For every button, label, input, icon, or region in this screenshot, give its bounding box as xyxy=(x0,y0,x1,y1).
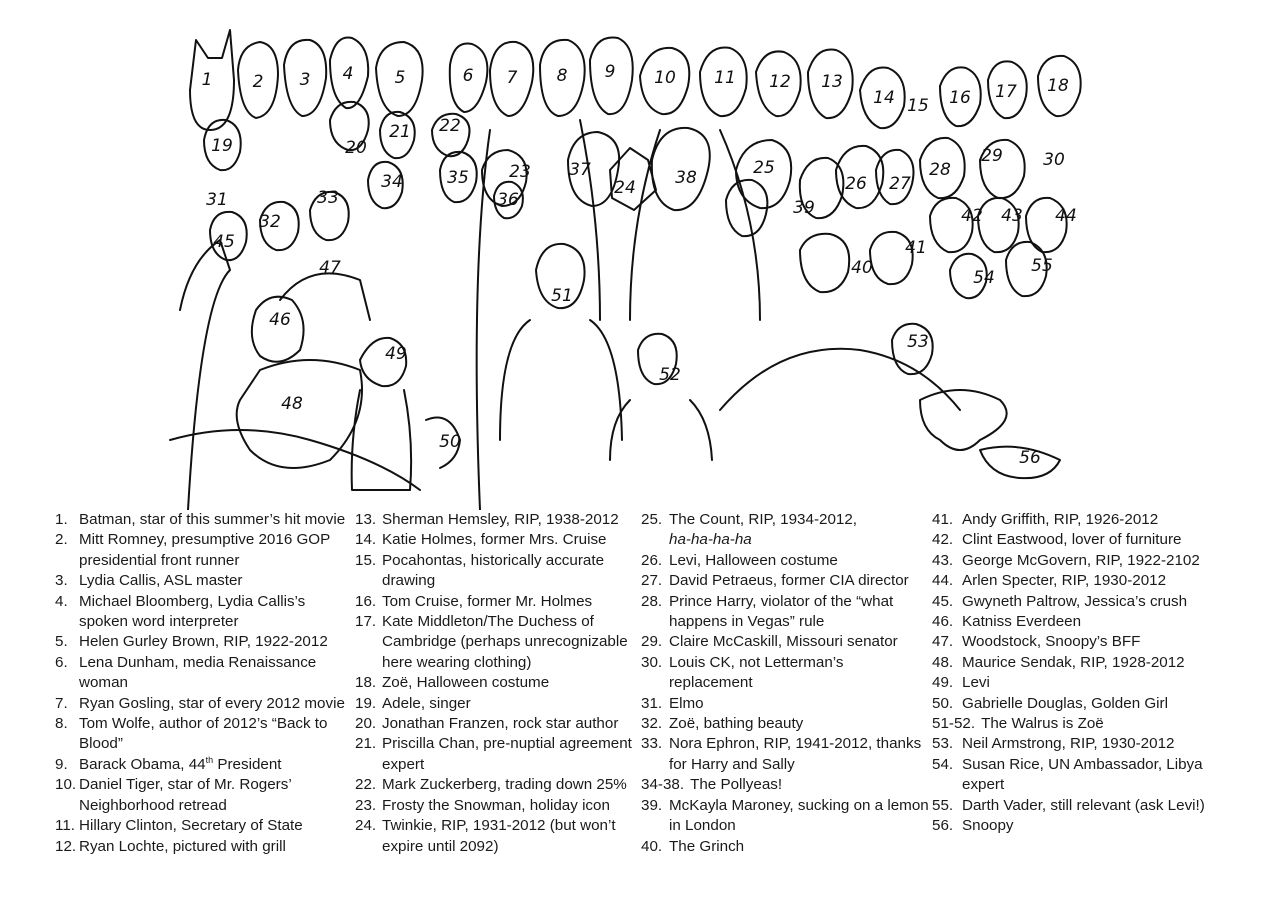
legend-number: 54. xyxy=(932,755,954,773)
legend-item xyxy=(932,551,1222,571)
figure-label: 40 xyxy=(851,258,873,278)
legend-number: 25. xyxy=(641,511,663,528)
legend-item xyxy=(355,775,643,795)
legend-item xyxy=(55,714,355,755)
figure-label: 3 xyxy=(299,70,311,90)
legend-number: 47. xyxy=(932,633,954,651)
legend-item xyxy=(641,510,929,551)
legend-item xyxy=(55,510,355,530)
figure-label: 54 xyxy=(973,268,995,288)
legend-text: Twinkie, RIP, 1931-2012 (but won’t expire until 2092) xyxy=(382,817,616,855)
figure-label: 7 xyxy=(506,68,518,88)
legend-number: 27. xyxy=(641,572,663,590)
legend-number: 4. xyxy=(55,592,68,610)
legend-item xyxy=(932,755,1222,796)
figure-label: 22 xyxy=(439,116,461,136)
figure-label: 45 xyxy=(213,232,235,252)
legend-item xyxy=(55,837,355,857)
legend-number: 28. xyxy=(641,592,663,610)
figure-label: 46 xyxy=(269,310,291,330)
legend-text-suffix: President xyxy=(213,755,282,773)
figure-label: 11 xyxy=(714,68,736,88)
figure-label: 23 xyxy=(509,162,531,182)
legend-item xyxy=(932,734,1222,754)
figure-label: 51 xyxy=(551,286,573,306)
legend-text-main: Barack Obama, 44 xyxy=(79,755,206,773)
legend-number: 55. xyxy=(932,796,954,814)
legend-number: 53. xyxy=(932,735,954,753)
legend-text: Batman, star of this summer’s hit movie xyxy=(79,511,346,528)
figure-label: 44 xyxy=(1055,206,1077,226)
figure-label: 39 xyxy=(793,198,815,218)
legend-item xyxy=(641,734,929,775)
figure-label: 5 xyxy=(394,68,406,88)
legend-text-superscript: th xyxy=(205,754,214,765)
legend-number: 50. xyxy=(932,694,954,712)
legend-number: 31. xyxy=(641,694,663,712)
legend-text: Michael Bloomberg, Lydia Callis’s spoken word interpreter xyxy=(79,592,306,631)
figure-label: 16 xyxy=(949,88,971,108)
legend-number: 22. xyxy=(355,776,377,794)
figure-label: 36 xyxy=(497,190,519,210)
legend-item xyxy=(55,755,355,775)
figure-label: 1 xyxy=(201,70,213,90)
legend-number: 44. xyxy=(932,572,954,590)
legend-text: Andy Griffith, RIP, 1926-2012 xyxy=(962,511,1159,528)
legend-item xyxy=(355,816,643,857)
legend-text: Frosty the Snowman, holiday icon xyxy=(382,796,610,814)
legend-item xyxy=(932,592,1222,612)
figure-label: 18 xyxy=(1047,76,1069,96)
legend-text: Levi, Halloween costume xyxy=(669,551,838,569)
figure-label: 8 xyxy=(556,66,568,86)
legend-number: 40. xyxy=(641,837,663,855)
legend-text: Nora Ephron, RIP, 1941-2012, thanks for Harry and Sally xyxy=(669,735,922,773)
figure-label: 48 xyxy=(281,394,303,414)
legend-item xyxy=(55,592,355,633)
legend-text: Jonathan Franzen, rock star author xyxy=(382,715,619,733)
legend-number: 1. xyxy=(55,511,68,528)
legend-number: 48. xyxy=(932,653,954,671)
figure-label: 32 xyxy=(259,212,281,232)
legend-item xyxy=(641,653,929,694)
legend-number: 10. xyxy=(55,776,77,794)
legend-item xyxy=(932,694,1222,714)
legend-number: 12. xyxy=(55,837,77,855)
legend-text: Lydia Callis, ASL master xyxy=(79,572,243,590)
legend-text: Zoë, Halloween costume xyxy=(382,674,550,692)
legend-item xyxy=(641,796,929,837)
legend-item xyxy=(932,632,1222,652)
legend-text: Zoë, bathing beauty xyxy=(669,715,804,733)
legend-number: 3. xyxy=(55,572,68,590)
figure-label: 6 xyxy=(462,66,474,86)
legend-number: 43. xyxy=(932,551,954,569)
legend-text: Gwyneth Paltrow, Jessica’s crush xyxy=(962,592,1188,610)
legend-number: 19. xyxy=(355,694,377,712)
legend-item xyxy=(355,551,643,592)
figure-number-labels xyxy=(202,62,1077,468)
legend-number: 32. xyxy=(641,715,663,733)
legend-text: Adele, singer xyxy=(382,694,471,712)
figure-label: 9 xyxy=(604,62,616,82)
legend-number: 15. xyxy=(355,551,377,569)
legend-text: George McGovern, RIP, 1922-2102 xyxy=(962,551,1200,569)
legend-item xyxy=(55,571,355,591)
legend-number: 34-38. xyxy=(641,776,685,794)
legend-item xyxy=(641,837,929,857)
legend-text: Priscilla Chan, pre-nuptial agreement expert xyxy=(382,735,632,773)
figure-label: 28 xyxy=(929,160,951,180)
legend-text: Darth Vader, still relevant (ask Levi!) xyxy=(962,796,1205,814)
legend-number: 26. xyxy=(641,551,663,569)
legend-text: The Pollyeas! xyxy=(690,776,783,794)
legend-text: Hillary Clinton, Secretary of State xyxy=(79,817,303,835)
figure-label: 10 xyxy=(654,68,676,88)
legend-item xyxy=(355,673,643,693)
figure-label: 30 xyxy=(1043,150,1065,170)
legend-number: 16. xyxy=(355,592,377,610)
legend-item xyxy=(355,592,643,612)
legend-number: 23. xyxy=(355,796,377,814)
legend-text: Tom Cruise, former Mr. Holmes xyxy=(382,592,593,610)
legend-text: Helen Gurley Brown, RIP, 1922-2012 xyxy=(79,633,328,651)
legend-text: Mitt Romney, presumptive 2016 GOP presidential front runner xyxy=(79,531,330,569)
legend-item xyxy=(932,653,1222,673)
legend-text: Daniel Tiger, star of Mr. Rogers’ Neighborhood retread xyxy=(79,776,292,814)
legend-column-2 xyxy=(355,510,643,857)
legend-number: 29. xyxy=(641,633,663,651)
figure-label: 35 xyxy=(447,168,469,188)
figure-label: 47 xyxy=(319,258,341,278)
legend-number: 56. xyxy=(932,817,954,835)
legend-item xyxy=(355,734,643,775)
figure-label: 20 xyxy=(345,138,367,158)
legend-item xyxy=(355,714,643,734)
legend-text: David Petraeus, former CIA director xyxy=(669,572,909,590)
legend-item xyxy=(641,775,929,795)
legend-number: 46. xyxy=(932,613,954,631)
legend-item xyxy=(932,571,1222,591)
figure-label: 26 xyxy=(845,174,867,194)
legend-item xyxy=(641,714,929,734)
legend-item xyxy=(55,530,355,571)
legend-number: 24. xyxy=(355,817,377,835)
legend-number: 8. xyxy=(55,715,68,733)
legend-text: Clint Eastwood, lover of furniture xyxy=(962,531,1182,549)
figure-label: 37 xyxy=(569,160,591,180)
figure-label: 56 xyxy=(1019,448,1041,468)
legend-text: Elmo xyxy=(669,694,704,712)
legend-item xyxy=(641,551,929,571)
crowd-illustration-svg xyxy=(160,20,1264,510)
legend-column-4 xyxy=(932,510,1222,837)
figure-label: 17 xyxy=(995,82,1017,102)
figure-label: 24 xyxy=(614,178,636,198)
figure-label: 52 xyxy=(659,365,681,385)
legend-number: 6. xyxy=(55,653,68,671)
legend-text: Susan Rice, UN Ambassador, Libya expert xyxy=(962,755,1203,794)
figure-label: 55 xyxy=(1031,256,1053,276)
figure-label: 38 xyxy=(675,168,697,188)
figure-label: 13 xyxy=(821,72,843,92)
legend-text: The Grinch xyxy=(669,837,745,855)
legend-text-main: The Count, RIP, 1934-2012, xyxy=(669,511,858,528)
legend-number: 39. xyxy=(641,796,663,814)
legend-text: Tom Wolfe, author of 2012’s “Back to Blood” xyxy=(79,715,328,753)
legend-item xyxy=(932,816,1222,836)
crowd-line-drawing xyxy=(160,20,1264,510)
legend-text: Maurice Sendak, RIP, 1928-2012 xyxy=(962,653,1185,671)
legend-number: 42. xyxy=(932,531,954,549)
legend-item xyxy=(641,592,929,633)
legend-number: 11. xyxy=(55,817,75,835)
figure-label: 15 xyxy=(907,96,929,116)
legend-text: Claire McCaskill, Missouri senator xyxy=(669,633,898,651)
legend-item xyxy=(641,694,929,714)
figure-label: 21 xyxy=(389,122,411,142)
legend-text: Neil Armstrong, RIP, 1930-2012 xyxy=(962,735,1175,753)
legend-item xyxy=(55,694,355,714)
legend-text: Ryan Gosling, star of every 2012 movie xyxy=(79,694,345,712)
legend-text: Mark Zuckerberg, trading down 25% xyxy=(382,776,627,794)
figure-label: 31 xyxy=(206,190,228,210)
legend-text: Louis CK, not Letterman’s replacement xyxy=(669,653,844,692)
legend-text: Kate Middleton/The Duchess of Cambridge (perhaps unrecognizable here wearing clothing) xyxy=(382,613,628,671)
figure-outlines xyxy=(170,30,1081,510)
figure-label: 4 xyxy=(342,64,354,84)
legend-item xyxy=(932,612,1222,632)
legend-text: Prince Harry, violator of the “what happens in Vegas” rule xyxy=(669,592,894,631)
figure-label: 33 xyxy=(317,188,339,208)
figure-label: 41 xyxy=(905,238,927,258)
figure-label: 49 xyxy=(385,344,407,364)
legend-number: 13. xyxy=(355,511,377,528)
figure-label: 2 xyxy=(252,72,264,92)
legend-column-1 xyxy=(55,510,355,857)
figure-label: 50 xyxy=(439,432,461,452)
figure-label: 19 xyxy=(211,136,233,156)
legend-text-italic: ha-ha-ha-ha xyxy=(669,531,752,549)
legend-item xyxy=(55,816,355,836)
figure-label: 25 xyxy=(753,158,775,178)
legend-item xyxy=(932,510,1222,530)
legend-item xyxy=(355,796,643,816)
legend-text: Sherman Hemsley, RIP, 1938-2012 xyxy=(382,511,619,528)
legend-item xyxy=(641,632,929,652)
legend-item xyxy=(355,510,643,530)
legend-text: Pocahontas, historically accurate drawing xyxy=(382,551,605,590)
legend-item xyxy=(355,530,643,550)
legend-number: 7. xyxy=(55,694,68,712)
legend-text: Arlen Specter, RIP, 1930-2012 xyxy=(962,572,1167,590)
legend-column-3 xyxy=(641,510,929,857)
figure-label: 53 xyxy=(907,332,929,352)
figure-label: 34 xyxy=(381,172,403,192)
legend-item xyxy=(932,714,1222,734)
legend-number: 18. xyxy=(355,674,377,692)
legend-text: Lena Dunham, media Renaissance woman xyxy=(79,653,317,692)
legend-text: Katniss Everdeen xyxy=(962,613,1082,631)
legend-number: 45. xyxy=(932,592,954,610)
legend-item xyxy=(641,571,929,591)
legend-item xyxy=(355,694,643,714)
legend-number: 33. xyxy=(641,735,663,753)
figure-label: 12 xyxy=(769,72,791,92)
legend-number: 51-52. xyxy=(932,715,976,733)
legend-text: Levi xyxy=(962,674,990,692)
legend-number: 14. xyxy=(355,531,377,549)
legend-text: Woodstock, Snoopy’s BFF xyxy=(962,633,1141,651)
legend-text xyxy=(79,755,355,775)
legend-number: 49. xyxy=(932,674,954,692)
legend-number: 2. xyxy=(55,531,68,549)
legend-item xyxy=(355,612,643,673)
legend-text xyxy=(669,510,929,551)
legend-item xyxy=(932,673,1222,693)
legend-text: McKayla Maroney, sucking on a lemon in London xyxy=(669,796,929,835)
legend-number: 9. xyxy=(55,755,68,773)
legend-item xyxy=(55,653,355,694)
figure-label: 42 xyxy=(961,206,983,226)
legend-text: Katie Holmes, former Mrs. Cruise xyxy=(382,531,607,549)
figure-label: 43 xyxy=(1001,206,1023,226)
legend-number: 30. xyxy=(641,653,663,671)
legend-text: Ryan Lochte, pictured with grill xyxy=(79,837,286,855)
legend-number: 20. xyxy=(355,715,377,733)
figure-label: 27 xyxy=(889,174,911,194)
legend-number: 17. xyxy=(355,613,377,631)
legend-item xyxy=(55,632,355,652)
legend-text: Snoopy xyxy=(962,817,1014,835)
legend-item xyxy=(55,775,355,816)
legend-text: The Walrus is Zoë xyxy=(981,715,1104,733)
legend-item xyxy=(932,530,1222,550)
figure-label: 14 xyxy=(873,88,895,108)
legend-item xyxy=(932,796,1222,816)
legend-number: 5. xyxy=(55,633,68,651)
figure-label: 29 xyxy=(981,146,1003,166)
legend-text: Gabrielle Douglas, Golden Girl xyxy=(962,694,1168,712)
legend-number: 41. xyxy=(932,511,954,528)
legend-number: 21. xyxy=(355,735,377,753)
